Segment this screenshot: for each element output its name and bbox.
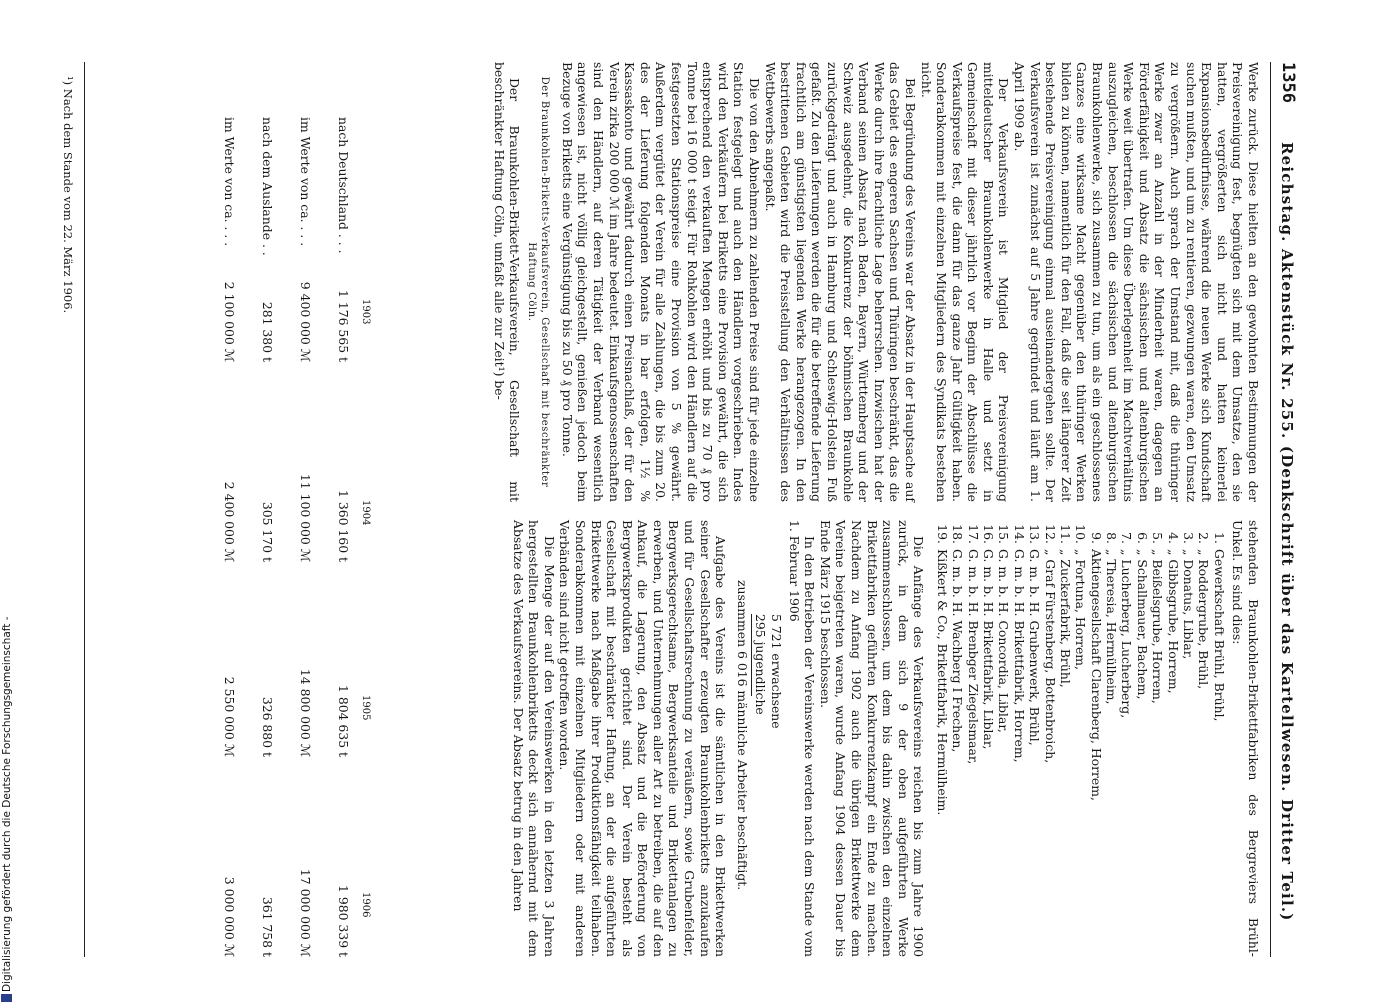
page-number: 1356 — [1278, 62, 1298, 103]
table-cell: 11 100 000 ℳ — [298, 473, 313, 562]
member-number: 14. — [1011, 524, 1027, 544]
member-list-item — [1073, 520, 1088, 957]
member-name: „ Beißelsgrube, Horrem, — [1150, 549, 1166, 704]
member-name: Aktiengesellschaft Clarenberg, Horrem, — [1088, 549, 1104, 801]
table-cell: 1 176 565 t — [336, 290, 351, 362]
paragraph-quantity: Die Menge der auf den Vereinswerken in den letzten 3 Jahren hergestellten Braunkohlenbriketts deckt sich annähernd mit dem Absatze des Verkaufsvereins. Der Absatz betrug in den Jahren — [510, 520, 557, 957]
row-label: im Werte von ca. . . . — [222, 117, 237, 247]
member-name: G. m. b. H. Brikettfabrik, Liblar, — [980, 549, 996, 750]
member-list-item — [1196, 520, 1211, 957]
member-name: Gewerkschaft Brühl, Brühl, — [1211, 549, 1227, 722]
right-text-column — [510, 520, 1261, 957]
table-row — [221, 62, 237, 957]
table-cell: 14 800 000 ℳ — [298, 668, 313, 757]
paragraph-sales-area: Bei Begründung des Vereins war der Absatz in der Hauptsache auf das Gebiet des engeren Sachsen und Thüringen beschränkt, das die Werke durch ihre frachtliche Lage beherrschen. Inzwischen hat der Verband seinen Absatz nach Baden, Bayern, Württemberg und der Schweiz ausgedehnt, die Konkurrenz der böhmischen Braunkohle zurückgedrängt und auch in Hamburg und Schleswig-Holstein Fuß gefaßt. Zu den Lieferungen werden die für die betreffende Lieferung frachtlich am günstigsten liegenden Werke herangezogen. In den bestrittenen Gebieten wird die Preisstellung den Verhältnissen des Wettbewerbs angepaßt. — [762, 62, 918, 502]
table-cell: 361 758 t — [260, 896, 275, 957]
page-title: Reichstag. Aktenstück Nr. 255. (Denkschrift über das Kartellwesen. Dritter Teil.) — [1278, 142, 1296, 922]
year-header: 1903 — [360, 299, 371, 325]
member-list-item — [981, 520, 996, 957]
member-list-item — [1119, 520, 1134, 957]
member-list-item — [996, 520, 1011, 957]
table-cell: 17 000 000 ℳ — [298, 868, 313, 957]
paragraph-membership: Der Verkaufsverein ist Mitglied der Preisvereinigung mitteldeutscher Braunkohlenwerke in Halle und setzt in Gemeinschaft mit dieser jährlich vor Beginn der Abschlüsse die Verkaufspreise fest, die dann für das ganze Jahr Gültigkeit haben. Sonderabkommen mit einzelnen Mitgliedern des Syndikats bestehen nicht. — [918, 62, 1012, 502]
table-cell: 326 880 t — [260, 696, 275, 757]
year-header: 1905 — [360, 695, 371, 721]
member-list-item — [1181, 520, 1196, 957]
table-cell: 1 980 339 t — [336, 885, 351, 957]
workers-count — [734, 580, 784, 957]
member-list-item — [1211, 520, 1226, 957]
table-cell: 2 550 000 ℳ — [222, 676, 237, 757]
workers-adults: 5 721 erwachsene — [769, 614, 785, 729]
table-cell: 9 400 000 ℳ — [298, 281, 313, 362]
member-number: 1. — [1211, 532, 1227, 544]
member-list-item — [1104, 520, 1119, 957]
row-label: im Werte von ca. . . . — [298, 117, 313, 247]
member-name: G. m. b. H. Concordia, Liblar, — [996, 549, 1012, 733]
table-cell: 1 804 635 t — [336, 685, 351, 757]
member-number: 7. — [1119, 532, 1135, 544]
table-row — [335, 62, 351, 957]
digitization-credit — [0, 0, 14, 1000]
member-name: „ Theresia, Hermülheim, — [1104, 549, 1120, 705]
sum-rule — [751, 614, 752, 696]
paragraph-overview: Werke zurück. Diese hielten an den gewohnten Bestimmungen der Preisvereinigung fest, begnügten sich mit dem Umsatze, den sie hatten, vergrößerten sich nicht und hatten keinerlei Expansionsbedürfnisse, während die neuen Werke sich Kundschaft suchen mußten, und um zu rentieren, gezwungen waren, den Umsatz zu vergrößern. Auch sprach der Umstand mit, daß die thüringer Werke zwar an Anzahl in der Minderheit waren, dagegen an Förderfähigkeit und Absatz die sächsischen und altenburgischen Werke weit übertrafen. Um diese Überlegenheit im Machtverhältnis auszugleichen, beschlossen die sächsischen und altenburgischen Braunkohlenwerke, sich zusammen zu tun, um als ein geschlossenes Ganzes eine wirksame Macht gegenüber den thüringer Werken bilden zu können, namentlich für den Fall, daß die seit längerer Zeit bestehende Preisvereinigung einmal auseinandergehen sollte. Der Verkaufsverein ist zunächst auf 5 Jahre gegründet und läuft am 1. April 1909 ab. — [1012, 62, 1261, 502]
member-list-item — [1058, 520, 1073, 957]
workers-youth: 295 jugendliche — [753, 614, 769, 715]
footnote-rule — [84, 62, 85, 957]
member-number: 13. — [1027, 524, 1043, 544]
member-name: G. m. b. H. Brikettfabrik, Horrem, — [1011, 549, 1027, 763]
table-cell: 2 400 000 ℳ — [222, 481, 237, 562]
paragraph-origins: Die Anfänge des Verkaufsvereins reichen bis zum Jahre 1900 zurück, in dem sich 9 der oben aufgeführten Werke zusammenschlossen, um dem bis dahin zwischen den einzelnen Brikettfabriken geführten Konkurrenzkampf ein Ende zu machen. Nachdem zu Anfang 1902 auch die übrigen Brikettwerke dem Vereine beigetreten waren, wurde Anfang 1904 dessen Dauer bis Ende März 1915 beschlossen. — [817, 520, 927, 957]
member-name: „ Donatus, Liblar, — [1181, 549, 1197, 660]
table-row — [259, 62, 275, 957]
member-number: 4. — [1165, 532, 1181, 544]
member-list-item — [1042, 520, 1057, 957]
row-label: nach Deutschland . . . — [336, 117, 351, 254]
member-name: G. m. b. H. Brenbger Ziegelsmaar, — [965, 549, 981, 765]
table-cell: 3 000 000 ℳ — [222, 876, 237, 957]
member-list-item — [1150, 520, 1165, 957]
row-label: nach dem Auslande . . — [260, 117, 275, 256]
member-number: 8. — [1104, 532, 1120, 544]
member-name: „ Schallmauer, Bachem, — [1134, 549, 1150, 700]
footnote: ¹) Nach dem Stande vom 22. März 1906. — [61, 76, 75, 314]
member-name: „ Graf Fürstenberg, Bottenbroich, — [1042, 549, 1058, 764]
workers-total: zusammen 6 016 männliche Arbeiter beschäftigt. — [734, 580, 750, 891]
year-header: 1906 — [360, 892, 371, 918]
member-number: 10. — [1073, 524, 1089, 544]
table-cell: 1 360 160 t — [336, 490, 351, 562]
member-number: 9. — [1088, 532, 1104, 544]
member-number: 3. — [1181, 532, 1197, 544]
member-number: 16. — [980, 524, 996, 544]
page-header — [1270, 62, 1297, 957]
left-text-column — [491, 62, 1261, 502]
year-header: 1904 — [360, 500, 371, 526]
member-number: 2. — [1196, 532, 1212, 544]
member-list-item — [1134, 520, 1149, 957]
member-name: G. m. b. H. Wachberg I Frechen, — [950, 549, 966, 753]
member-name: Kißkert & Co., Brikettfabrik, Hermülheim. — [934, 549, 950, 816]
member-list — [934, 520, 1226, 957]
section-heading: Der Braunkohlen-Briketts-Verkaufsverein, Gesellschaft mit beschränkter Haftung Cöln. — [526, 76, 551, 488]
paragraph-members-intro: stehenden Braunkohlen-Brikettfabriken des Bergreviers Brühl-Unkel. Es sind dies: — [1230, 520, 1261, 957]
member-list-item — [1011, 520, 1026, 957]
member-number: 12. — [1042, 524, 1058, 544]
member-number: 17. — [965, 524, 981, 544]
member-name: „ Fortuna, Horrem, — [1073, 549, 1089, 670]
member-list-item — [950, 520, 965, 957]
member-name: „ Lucherberg, Lucherberg, — [1119, 549, 1135, 719]
credit-text: Digitalisierung gefördert durch die Deutsche Forschungsgemeinschaft - — [1, 616, 13, 992]
paragraph-workers-intro: In den Betrieben der Vereinswerke werden nach dem Stande vom 1. Februar 1906 — [786, 520, 818, 957]
member-number: 5. — [1150, 532, 1166, 544]
member-list-item — [965, 520, 980, 957]
paragraph-section-intro: Der Braunkohlen-Brikett-Verkaufsverein, Gesellschaft mit beschränkter Haftung Cöln, umfaßt alle zur Zeit¹) be- — [491, 62, 523, 502]
member-list-item — [934, 520, 949, 957]
dfg-logo-icon — [1, 994, 12, 1002]
member-number: 15. — [996, 524, 1012, 544]
member-name: G. m. b. H. Grubenwerk, Brühl, — [1027, 549, 1043, 746]
member-list-item — [1027, 520, 1042, 957]
member-number: 11. — [1057, 524, 1073, 544]
member-list-item — [1165, 520, 1180, 957]
member-name: „ Gibbsgrube, Horrem, — [1165, 549, 1181, 694]
member-name: „ Zuckerfabrik, Brühl, — [1057, 549, 1073, 688]
member-number: 18. — [950, 524, 966, 544]
table-cell: 305 170 t — [260, 501, 275, 562]
member-number: 6. — [1134, 532, 1150, 544]
table-cell: 2 100 000 ℳ — [222, 281, 237, 362]
member-list-item — [1088, 520, 1103, 957]
table-cell: 281 380 t — [260, 301, 275, 362]
paragraph-task: Aufgabe des Vereins ist die sämtlichen in den Brikettwerken seiner Gesellschafter erzeugten Braunkohlenbriketts anzukaufen und für Gesellschaftsrechnung zu veräußern, sowie Grubenfelder, Bergwerksgerechtsame, Bergwerksanteile und Brikettanlagen zu erwerben, und Unternehmungen aller Art zu betreiben, die auf den Ankauf, die Lagerung, den Absatz und die Beförderung von Bergwerksprodukten gerichtet sind. Der Verein besteht als Gesellschaft mit beschränkter Haftung, an der die aufgeführten Brikettwerke nach Maßgabe ihrer Produktionsfähigkeit teilhaben. Sonderabkommen mit einzelnen Mitgliedern oder mit anderen Verbänden sind nicht getroffen worden. — [557, 520, 729, 957]
member-number: 19. — [934, 524, 950, 544]
member-name: „ Roddergrube, Brühl, — [1196, 549, 1212, 690]
paragraph-pricing: Die von den Abnehmern zu zahlenden Preise sind für jede einzelne Station festgelegt und auch den Händlern vorgeschrieben. Indes wird den Verkäufern bei Briketts eine Provision gewährt, die sich entsprechend den verkauften Mengen erhöht und bis zu 70 ₰ pro Tonne bei 16 000 t steigt. Für Rohkohlen wird den Händlern auf die festgesetzten Stationspreise eine Provision von 5 % gewährt. Außerdem vergütet der Verein für alle Zahlungen, die bis zum 20. des der Lieferung folgenden Monats in bar erfolgen, 1½ % Kassaskonto und gewährt dadurch einen Preisnachlaß, der für den Verein zirka 200 000 ℳ im Jahre bedeutet. Einkaufsgenossenschaften sind den Händlern, auf deren Tätigkeit der Verband wesentlich angewiesen ist, nicht völlig gleichgestellt, genießen jedoch beim Bezuge von Briketts eine Vergünstigung bis zu 50 ₰ pro Tonne. — [559, 62, 762, 502]
table-row — [297, 62, 313, 957]
